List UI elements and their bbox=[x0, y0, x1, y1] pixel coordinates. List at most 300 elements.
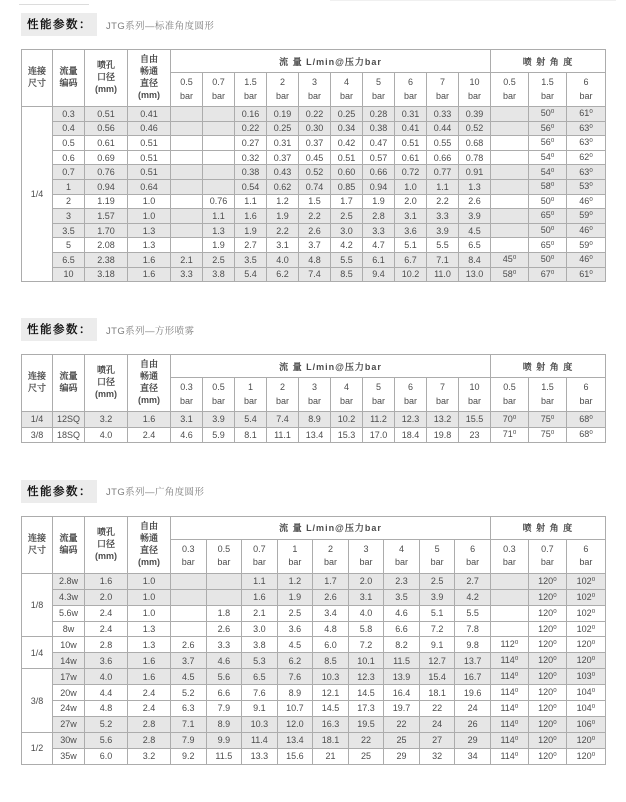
free-passage-cell: 1.6 bbox=[128, 653, 171, 669]
pressure-unit: bar bbox=[466, 557, 480, 568]
section-title bbox=[21, 13, 605, 36]
flow-pressure-header bbox=[171, 73, 203, 107]
pressure-value: 1.5 bbox=[541, 382, 554, 393]
col-header-free-passage-diameter bbox=[128, 355, 171, 412]
header-row bbox=[22, 50, 606, 73]
flow-value-cell: 25 bbox=[348, 748, 384, 764]
pressure-value: 0.3 bbox=[180, 382, 193, 393]
flow-pressure-header bbox=[348, 539, 384, 573]
flow-value-cell: 2.8 bbox=[363, 209, 395, 224]
orifice-diameter-cell: 4.0 bbox=[85, 669, 128, 685]
orifice-diameter-cell: 2.38 bbox=[85, 252, 128, 267]
spray-angle-cell: 68⁰ bbox=[567, 427, 606, 442]
flow-value-cell: 26 bbox=[455, 716, 491, 732]
spray-angle-cell bbox=[491, 107, 529, 122]
free-passage-cell: 1.0 bbox=[128, 589, 171, 605]
spray-angle-cell bbox=[491, 238, 529, 253]
spray-angle-cell bbox=[491, 209, 529, 224]
flow-code-cell: 14w bbox=[53, 653, 85, 669]
flow-value-cell: 11.5 bbox=[206, 748, 242, 764]
flow-code-cell: 27w bbox=[53, 716, 85, 732]
flow-value-cell: 13.7 bbox=[455, 653, 491, 669]
col-header-orifice-diameter bbox=[85, 355, 128, 412]
flow-value-cell: 0.47 bbox=[363, 136, 395, 151]
flow-value-cell: 7.6 bbox=[277, 669, 313, 685]
pressure-value: 6 bbox=[583, 77, 589, 87]
header-line: (mm) bbox=[138, 556, 160, 567]
table-row bbox=[22, 589, 606, 605]
spray-angle-cell: 63⁰ bbox=[567, 165, 606, 180]
orifice-diameter-cell: 0.56 bbox=[85, 121, 128, 136]
flow-value-cell bbox=[203, 179, 235, 194]
flow-value-cell: 5.1 bbox=[395, 238, 427, 253]
free-passage-cell: 1.0 bbox=[128, 209, 171, 224]
flow-value-cell: 0.74 bbox=[299, 179, 331, 194]
connection-size-cell: 1/4 bbox=[22, 412, 53, 427]
orifice-diameter-cell: 2.4 bbox=[85, 621, 128, 637]
flow-value-cell: 8.9 bbox=[206, 716, 242, 732]
spray-angle-cell: 59⁰ bbox=[567, 209, 606, 224]
flow-code-cell: 20w bbox=[53, 685, 85, 701]
spray-angle-cell bbox=[491, 165, 529, 180]
flow-value-cell: 0.38 bbox=[235, 165, 267, 180]
table-row bbox=[22, 223, 606, 238]
pressure-unit: bar bbox=[430, 557, 444, 568]
flow-value-cell: 24 bbox=[419, 716, 455, 732]
flow-code-cell: 0.4 bbox=[53, 121, 85, 136]
flow-pressure-header bbox=[331, 378, 363, 412]
flow-code-cell: 8w bbox=[53, 621, 85, 637]
pressure-value: 6 bbox=[583, 543, 589, 554]
pressure-value: 6 bbox=[407, 77, 413, 87]
flow-value-cell: 2.5 bbox=[331, 209, 363, 224]
spray-angle-cell: 120⁰ bbox=[566, 637, 605, 653]
spray-angle-cell: 114⁰ bbox=[490, 748, 528, 764]
orifice-diameter-cell: 1.6 bbox=[85, 573, 128, 589]
flow-value-cell: 2.0 bbox=[395, 194, 427, 209]
flow-pressure-header bbox=[427, 378, 459, 412]
free-passage-cell: 1.0 bbox=[128, 605, 171, 621]
flow-group-header: 流 量 L/min@压力bar bbox=[171, 516, 491, 539]
flow-value-cell: 0.44 bbox=[427, 121, 459, 136]
flow-pressure-header bbox=[235, 378, 267, 412]
flow-code-cell: 30w bbox=[53, 732, 85, 748]
flow-value-cell: 0.72 bbox=[395, 165, 427, 180]
pressure-value: 4 bbox=[343, 382, 349, 393]
flow-value-cell: 14.5 bbox=[313, 701, 349, 717]
table-row bbox=[22, 669, 606, 685]
table-row bbox=[22, 136, 606, 151]
free-passage-cell: 2.4 bbox=[128, 701, 171, 717]
pressure-unit: bar bbox=[579, 90, 593, 101]
pressure-value: 2 bbox=[279, 77, 285, 87]
header-line: 编码 bbox=[59, 544, 78, 555]
flow-value-cell: 22 bbox=[384, 716, 420, 732]
series-subtitle: JTG系列—方形喷雾 bbox=[106, 325, 195, 337]
connection-size-cell: 1/4 bbox=[22, 107, 53, 282]
header-line: 流量 bbox=[59, 371, 78, 382]
flow-value-cell: 12.3 bbox=[395, 412, 427, 427]
flow-value-cell: 11.1 bbox=[267, 427, 299, 442]
free-passage-cell: 1.0 bbox=[128, 194, 171, 209]
flow-value-cell: 2.5 bbox=[203, 252, 235, 267]
table-row bbox=[22, 685, 606, 701]
spray-angle-cell: 54⁰ bbox=[529, 165, 567, 180]
flow-value-cell: 2.6 bbox=[459, 194, 491, 209]
spray-angle-cell: 56⁰ bbox=[529, 121, 567, 136]
flow-value-cell: 13.3 bbox=[242, 748, 278, 764]
flow-value-cell: 0.76 bbox=[203, 194, 235, 209]
header-line: 流量 bbox=[59, 66, 78, 77]
orifice-diameter-cell: 2.8 bbox=[85, 637, 128, 653]
flow-value-cell: 8.5 bbox=[331, 267, 363, 282]
connection-size-cell: 1/8 bbox=[22, 573, 53, 637]
flow-value-cell: 2.2 bbox=[267, 223, 299, 238]
pressure-unit: bar bbox=[435, 395, 449, 406]
pressure-value: 4 bbox=[399, 543, 405, 554]
cropped-content-artifact bbox=[19, 4, 89, 5]
flow-code-cell: 2 bbox=[53, 194, 85, 209]
pressure-unit: bar bbox=[395, 557, 409, 568]
pressure-unit: bar bbox=[371, 395, 385, 406]
performance-table-standard bbox=[21, 49, 605, 282]
table-row bbox=[22, 179, 606, 194]
pressure-unit: bar bbox=[403, 90, 417, 101]
flow-value-cell: 3.9 bbox=[459, 209, 491, 224]
flow-value-cell: 5.2 bbox=[171, 685, 207, 701]
flow-value-cell: 8.4 bbox=[459, 252, 491, 267]
pressure-value: 3 bbox=[363, 543, 369, 554]
free-passage-cell: 1.6 bbox=[128, 669, 171, 685]
pressure-value: 7 bbox=[439, 77, 445, 87]
flow-pressure-header bbox=[459, 73, 491, 107]
free-passage-cell: 1.3 bbox=[128, 223, 171, 238]
flow-value-cell bbox=[203, 107, 235, 122]
flow-value-cell: 3.3 bbox=[363, 223, 395, 238]
flow-value-cell: 2.0 bbox=[348, 573, 384, 589]
connection-size-cell: 3/8 bbox=[22, 669, 53, 733]
flow-value-cell: 0.52 bbox=[299, 165, 331, 180]
flow-value-cell: 5.8 bbox=[348, 621, 384, 637]
spray-angle-cell bbox=[491, 150, 529, 165]
orifice-diameter-cell: 5.6 bbox=[85, 732, 128, 748]
flow-value-cell: 22 bbox=[419, 701, 455, 717]
pressure-value: 6 bbox=[407, 382, 413, 393]
pressure-unit: bar bbox=[503, 395, 517, 406]
spray-angle-cell: 50⁰ bbox=[529, 194, 567, 209]
flow-value-cell bbox=[171, 621, 207, 637]
flow-value-cell: 5.5 bbox=[427, 238, 459, 253]
spray-angle-cell bbox=[490, 605, 528, 621]
spray-angle-cell: 62⁰ bbox=[567, 150, 606, 165]
spray-angle-cell: 58⁰ bbox=[491, 267, 529, 282]
flow-value-cell bbox=[171, 605, 207, 621]
flow-value-cell: 12.1 bbox=[313, 685, 349, 701]
flow-value-cell: 3.8 bbox=[242, 637, 278, 653]
free-passage-cell: 2.4 bbox=[128, 685, 171, 701]
orifice-diameter-cell: 2.08 bbox=[85, 238, 128, 253]
flow-value-cell: 0.37 bbox=[267, 150, 299, 165]
flow-value-cell: 6.6 bbox=[206, 685, 242, 701]
spray-angle-cell: 120⁰ bbox=[566, 653, 605, 669]
pressure-value: 0.3 bbox=[503, 543, 516, 554]
flow-value-cell: 18.1 bbox=[419, 685, 455, 701]
flow-value-cell bbox=[171, 165, 203, 180]
flow-value-cell: 2.6 bbox=[313, 589, 349, 605]
flow-value-cell bbox=[171, 121, 203, 136]
flow-value-cell: 0.94 bbox=[363, 179, 395, 194]
pressure-value: 1.5 bbox=[244, 77, 257, 87]
flow-value-cell: 7.2 bbox=[419, 621, 455, 637]
flow-code-cell: 6.5 bbox=[53, 252, 85, 267]
free-passage-cell: 1.3 bbox=[128, 621, 171, 637]
flow-value-cell: 4.5 bbox=[459, 223, 491, 238]
free-passage-cell: 0.51 bbox=[128, 165, 171, 180]
orifice-diameter-cell: 0.61 bbox=[85, 136, 128, 151]
cropped-content-artifact bbox=[330, 0, 616, 1]
flow-value-cell: 4.8 bbox=[299, 252, 331, 267]
flow-value-cell: 8.2 bbox=[384, 637, 420, 653]
flow-code-cell: 3 bbox=[53, 209, 85, 224]
spray-angle-cell: 120⁰ bbox=[528, 573, 566, 589]
header-line: 流量 bbox=[59, 533, 78, 544]
orifice-diameter-cell: 1.57 bbox=[85, 209, 128, 224]
flow-value-cell: 3.5 bbox=[384, 589, 420, 605]
flow-value-cell: 9.2 bbox=[171, 748, 207, 764]
flow-value-cell: 3.6 bbox=[277, 621, 313, 637]
pressure-unit: bar bbox=[339, 395, 353, 406]
flow-value-cell: 5.5 bbox=[455, 605, 491, 621]
pressure-unit: bar bbox=[181, 557, 195, 568]
flow-value-cell: 9.4 bbox=[363, 267, 395, 282]
flow-value-cell: 0.32 bbox=[235, 150, 267, 165]
header-line: 口径 bbox=[96, 538, 115, 549]
flow-value-cell: 6.1 bbox=[363, 252, 395, 267]
spray-angle-cell: 61⁰ bbox=[567, 107, 606, 122]
orifice-diameter-cell: 3.18 bbox=[85, 267, 128, 282]
flow-value-cell: 1.7 bbox=[313, 573, 349, 589]
spray-angle-cell: 114⁰ bbox=[490, 716, 528, 732]
pressure-value: 1 bbox=[247, 382, 253, 393]
spray-angle-cell: 71⁰ bbox=[491, 427, 529, 442]
performance-params-label: 性能参数： bbox=[21, 13, 97, 36]
flow-value-cell: 5.9 bbox=[203, 427, 235, 442]
flow-value-cell bbox=[203, 150, 235, 165]
spray-angle-cell bbox=[490, 589, 528, 605]
flow-value-cell: 4.6 bbox=[384, 605, 420, 621]
spray-angle-cell: 75⁰ bbox=[529, 427, 567, 442]
free-passage-cell: 0.41 bbox=[128, 107, 171, 122]
pressure-unit: bar bbox=[179, 395, 193, 406]
performance-table bbox=[21, 49, 606, 282]
flow-value-cell: 1.9 bbox=[203, 238, 235, 253]
header-line: 尺寸 bbox=[27, 544, 46, 555]
orifice-diameter-cell: 1.70 bbox=[85, 223, 128, 238]
flow-pressure-header bbox=[455, 539, 491, 573]
flow-value-cell: 0.42 bbox=[331, 136, 363, 151]
flow-value-cell: 5.3 bbox=[242, 653, 278, 669]
table-row bbox=[22, 107, 606, 122]
pressure-unit: bar bbox=[307, 90, 321, 101]
orifice-diameter-cell: 5.2 bbox=[85, 716, 128, 732]
spray-angle-cell: 102⁰ bbox=[566, 573, 605, 589]
table-row bbox=[22, 427, 606, 442]
spray-angle-cell: 120⁰ bbox=[528, 637, 566, 653]
flow-pressure-header bbox=[267, 73, 299, 107]
flow-value-cell: 3.0 bbox=[331, 223, 363, 238]
flow-value-cell: 0.31 bbox=[395, 107, 427, 122]
table-row bbox=[22, 238, 606, 253]
flow-pressure-header bbox=[331, 73, 363, 107]
free-passage-cell: 1.0 bbox=[128, 573, 171, 589]
flow-value-cell bbox=[171, 589, 207, 605]
pressure-unit: bar bbox=[339, 90, 353, 101]
flow-value-cell: 6.5 bbox=[242, 669, 278, 685]
pressure-value: 2 bbox=[279, 382, 285, 393]
pressure-unit: bar bbox=[579, 557, 593, 568]
flow-value-cell: 1.8 bbox=[206, 605, 242, 621]
flow-value-cell: 4.0 bbox=[348, 605, 384, 621]
flow-value-cell: 18.4 bbox=[395, 427, 427, 442]
pressure-value: 0.3 bbox=[182, 543, 195, 554]
flow-value-cell: 17.3 bbox=[348, 701, 384, 717]
performance-params-label: 性能参数： bbox=[21, 318, 97, 341]
flow-code-cell: 2.8w bbox=[53, 573, 85, 589]
pressure-value: 3 bbox=[311, 382, 317, 393]
col-header-flow-code bbox=[53, 516, 85, 573]
flow-value-cell: 1.1 bbox=[235, 194, 267, 209]
free-passage-cell: 1.6 bbox=[128, 267, 171, 282]
flow-value-cell: 13.4 bbox=[299, 427, 331, 442]
table-row bbox=[22, 267, 606, 282]
flow-value-cell: 23 bbox=[459, 427, 491, 442]
flow-value-cell: 19.8 bbox=[427, 427, 459, 442]
pressure-unit: bar bbox=[252, 557, 266, 568]
flow-value-cell: 7.4 bbox=[299, 267, 331, 282]
spray-angle-cell: 114⁰ bbox=[490, 669, 528, 685]
header-line: 自由 bbox=[139, 359, 158, 370]
pressure-value: 0.5 bbox=[217, 543, 231, 554]
flow-value-cell: 4.2 bbox=[331, 238, 363, 253]
pressure-value: 0.5 bbox=[212, 382, 225, 393]
flow-value-cell: 4.5 bbox=[171, 669, 207, 685]
spray-angle-cell: 50⁰ bbox=[529, 107, 567, 122]
flow-value-cell: 32 bbox=[419, 748, 455, 764]
flow-value-cell: 11.4 bbox=[242, 732, 278, 748]
pressure-value: 5 bbox=[434, 543, 440, 554]
angle-group-header: 喷 射 角 度 bbox=[491, 355, 606, 378]
pressure-value: 6 bbox=[583, 382, 589, 393]
flow-code-cell: 0.5 bbox=[53, 136, 85, 151]
flow-value-cell: 1.1 bbox=[427, 179, 459, 194]
pressure-unit: bar bbox=[503, 90, 517, 101]
flow-value-cell: 1.1 bbox=[203, 209, 235, 224]
header-line: 畅通 bbox=[139, 533, 158, 544]
flow-pressure-header bbox=[203, 378, 235, 412]
spray-angle-cell: 54⁰ bbox=[529, 150, 567, 165]
header-line: 自由 bbox=[139, 521, 158, 532]
pressure-unit: bar bbox=[579, 395, 593, 406]
flow-value-cell: 10.2 bbox=[331, 412, 363, 427]
flow-value-cell: 4.6 bbox=[171, 427, 203, 442]
flow-value-cell: 19.5 bbox=[348, 716, 384, 732]
orifice-diameter-cell: 4.4 bbox=[85, 685, 128, 701]
free-passage-cell: 1.6 bbox=[128, 412, 171, 427]
section-title bbox=[21, 480, 605, 503]
flow-pressure-header bbox=[384, 539, 420, 573]
pressure-unit: bar bbox=[468, 90, 482, 101]
section-square-spray bbox=[21, 318, 605, 443]
flow-value-cell bbox=[171, 573, 207, 589]
flow-value-cell: 0.68 bbox=[459, 136, 491, 151]
spray-angle-cell: 56⁰ bbox=[529, 136, 567, 151]
flow-value-cell: 0.37 bbox=[299, 136, 331, 151]
flow-value-cell: 2.6 bbox=[206, 621, 242, 637]
flow-pressure-header bbox=[419, 539, 455, 573]
table-row bbox=[22, 605, 606, 621]
flow-value-cell: 0.33 bbox=[427, 107, 459, 122]
flow-value-cell: 0.51 bbox=[331, 150, 363, 165]
flow-value-cell: 0.28 bbox=[363, 107, 395, 122]
orifice-diameter-cell: 4.0 bbox=[85, 427, 128, 442]
flow-value-cell: 0.57 bbox=[363, 150, 395, 165]
flow-pressure-header bbox=[363, 378, 395, 412]
pressure-unit: bar bbox=[211, 90, 225, 101]
flow-pressure-header bbox=[242, 539, 278, 573]
pressure-value: 3 bbox=[311, 77, 317, 87]
flow-value-cell: 3.9 bbox=[203, 412, 235, 427]
flow-value-cell: 3.1 bbox=[395, 209, 427, 224]
flow-value-cell: 2.7 bbox=[455, 573, 491, 589]
flow-value-cell: 29 bbox=[384, 748, 420, 764]
flow-value-cell: 3.3 bbox=[171, 267, 203, 282]
flow-value-cell: 0.55 bbox=[427, 136, 459, 151]
flow-value-cell: 8.5 bbox=[313, 653, 349, 669]
table-row bbox=[22, 165, 606, 180]
orifice-diameter-cell: 3.2 bbox=[85, 412, 128, 427]
performance-table-square bbox=[21, 354, 605, 443]
pressure-unit: bar bbox=[323, 557, 337, 568]
col-header-connection-size bbox=[22, 50, 53, 107]
flow-value-cell: 13.2 bbox=[427, 412, 459, 427]
spray-angle-cell: 120⁰ bbox=[528, 653, 566, 669]
spray-angle-cell bbox=[491, 223, 529, 238]
flow-value-cell: 25 bbox=[384, 732, 420, 748]
series-subtitle: JTG系列—广角度圆形 bbox=[106, 487, 205, 499]
angle-pressure-header bbox=[491, 73, 529, 107]
spray-angle-cell: 46⁰ bbox=[567, 194, 606, 209]
spray-angle-cell: 120⁰ bbox=[566, 748, 605, 764]
flow-value-cell: 4.7 bbox=[363, 238, 395, 253]
spray-angle-cell: 45⁰ bbox=[491, 252, 529, 267]
flow-pressure-header bbox=[299, 378, 331, 412]
spray-angle-cell: 61⁰ bbox=[567, 267, 606, 282]
flow-value-cell: 5.4 bbox=[235, 267, 267, 282]
flow-value-cell: 0.51 bbox=[395, 136, 427, 151]
flow-value-cell: 29 bbox=[455, 732, 491, 748]
free-passage-cell: 2.4 bbox=[128, 427, 171, 442]
flow-value-cell: 9.1 bbox=[419, 637, 455, 653]
connection-size-cell: 1/4 bbox=[22, 637, 53, 669]
header-line: (mm) bbox=[95, 389, 117, 400]
flow-value-cell: 5.5 bbox=[331, 252, 363, 267]
orifice-diameter-cell: 4.8 bbox=[85, 701, 128, 717]
table-row bbox=[22, 209, 606, 224]
orifice-diameter-cell: 2.0 bbox=[85, 589, 128, 605]
flow-value-cell: 10.3 bbox=[242, 716, 278, 732]
flow-value-cell: 1.9 bbox=[267, 209, 299, 224]
flow-code-cell: 0.3 bbox=[53, 107, 85, 122]
